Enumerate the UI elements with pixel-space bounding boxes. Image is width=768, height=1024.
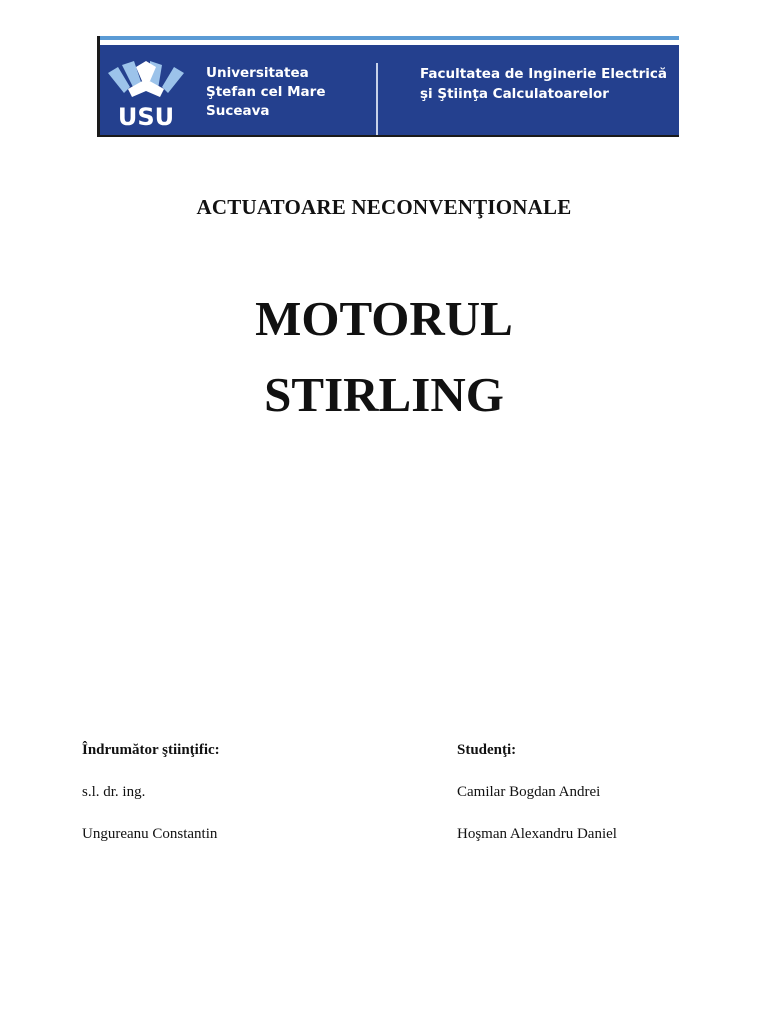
banner-top-stripe — [100, 36, 679, 40]
supervisor-rank: s.l. dr. ing. — [82, 784, 146, 800]
banner-body — [100, 45, 679, 135]
usu-logo-icon — [106, 59, 186, 129]
faculty-line: Facultatea de Inginerie Electrică — [420, 66, 667, 82]
faculty-name — [420, 64, 667, 104]
university-banner — [97, 36, 679, 137]
university-name — [206, 64, 325, 121]
students-label: Studenţi: — [457, 742, 517, 758]
student-name: Camilar Bogdan Andrei — [457, 784, 601, 800]
student-name: Hoşman Alexandru Daniel — [457, 826, 617, 842]
logo-text: USU — [117, 103, 175, 129]
university-line: Suceava — [206, 103, 270, 119]
faculty-line: şi Ştiinţa Calculatoarelor — [420, 86, 609, 102]
course-title: ACTUATOARE NECONVENŢIONALE — [196, 195, 572, 219]
main-title-line: MOTORUL — [255, 291, 513, 346]
university-line: Universitatea — [206, 65, 309, 81]
university-line: Ştefan cel Mare — [206, 84, 326, 100]
main-title-line: STIRLING — [264, 367, 504, 422]
supervisor-name: Ungureanu Constantin — [82, 826, 218, 842]
banner-divider — [376, 63, 378, 135]
supervisor-label: Îndrumător ştiinţific: — [82, 742, 220, 758]
